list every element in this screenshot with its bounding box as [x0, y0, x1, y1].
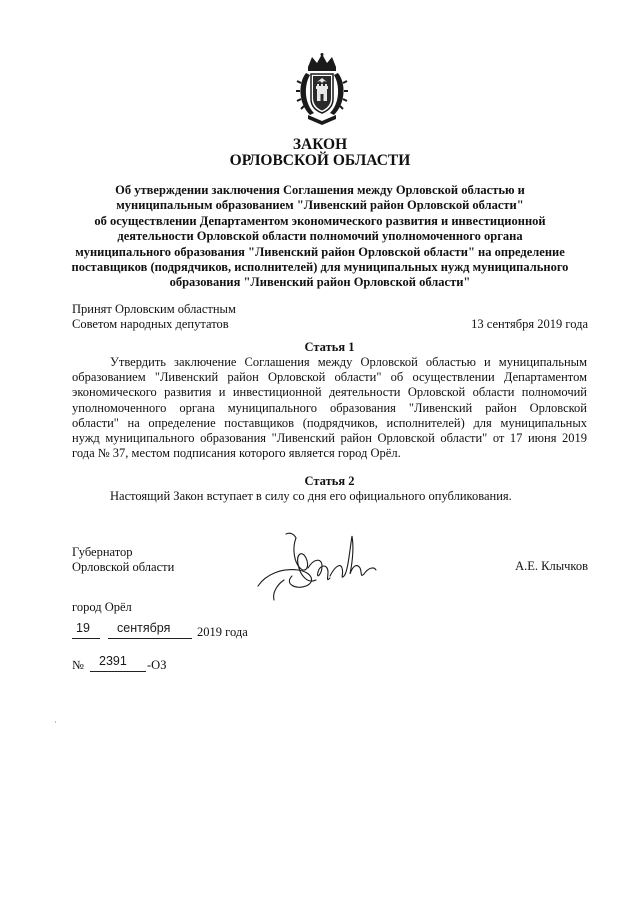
- signed-month: сентября: [117, 621, 171, 635]
- issuer-title: ОРЛОВСКОЙ ОБЛАСТИ: [229, 152, 411, 169]
- signing-place: город Орёл: [72, 600, 132, 614]
- scan-speck: [55, 721, 56, 723]
- article-1-line: года № 37, местом подписания которого является город Орёл.: [72, 446, 401, 461]
- subtitle-line: муниципального образования "Ливенский район Орловской области" на определение: [75, 244, 565, 259]
- handwritten-signature: [256, 528, 380, 608]
- signed-day: 19: [76, 621, 90, 635]
- signatory-name: А.Е. Клычков: [515, 559, 588, 573]
- signatory-title: Губернатор: [72, 545, 133, 559]
- adopted-line: Принят Орловским областным: [72, 302, 236, 316]
- law-number-suffix: -ОЗ: [147, 658, 167, 672]
- article-1-line: Утвердить заключение Соглашения между Орловской областью и муниципальным: [110, 355, 587, 369]
- coat-of-arms-icon: [296, 53, 348, 125]
- signatory-position: [72, 545, 174, 575]
- article-1-body: [72, 355, 587, 461]
- article-2-title: Статья 2: [304, 474, 355, 488]
- subtitle-line: об осуществлении Департаментом экономического развития и инвестиционной: [94, 213, 546, 228]
- subtitle-line: Об утверждении заключения Соглашения между Орловской областью и: [115, 183, 525, 197]
- subtitle-line: образования "Ливенский район Орловской области": [169, 275, 471, 290]
- number-sign: №: [72, 658, 84, 672]
- article-1-title: Статья 1: [304, 340, 355, 354]
- adopted-by-block: [72, 302, 236, 332]
- signed-year: 2019 года: [197, 625, 248, 639]
- adopted-date: 13 сентября 2019 года: [471, 317, 588, 331]
- article-1-line: образованием "Ливенский район Орловской области" об осуществлении Департаментом: [72, 370, 587, 385]
- law-number: 2391: [99, 654, 127, 668]
- adopted-line: Советом народных депутатов: [72, 317, 229, 332]
- subtitle-line: муниципальным образованием "Ливенский район Орловской области": [116, 198, 524, 213]
- article-1-line: экономического развития и инвестиционной деятельности Орловской области полномочий: [72, 385, 587, 400]
- subtitle-line: деятельности Орловской области полномочий уполномоченного органа: [117, 229, 523, 244]
- law-number-row: [72, 654, 272, 674]
- article-1-line: области" на определение поставщиков (подрядчиков, исполнителей) для муниципальных: [72, 415, 587, 430]
- signed-date-row: [72, 621, 372, 641]
- subtitle-line: поставщиков (подрядчиков, исполнителей) для муниципальных нужд муниципального: [71, 260, 569, 275]
- article-1-line: нужд муниципального образования "Ливенский район Орловской области" от 17 июня 2019: [72, 430, 587, 445]
- article-2-body: [72, 489, 587, 504]
- document-type-title: ЗАКОН: [292, 136, 348, 153]
- article-1-line: уполномоченного органа муниципального образования "Ливенский район Орловской: [72, 400, 587, 415]
- signatory-region: Орловской области: [72, 560, 175, 575]
- article-2-line: Настоящий Закон вступает в силу со дня его официального опубликования.: [110, 489, 512, 503]
- law-subject-title: [40, 183, 600, 291]
